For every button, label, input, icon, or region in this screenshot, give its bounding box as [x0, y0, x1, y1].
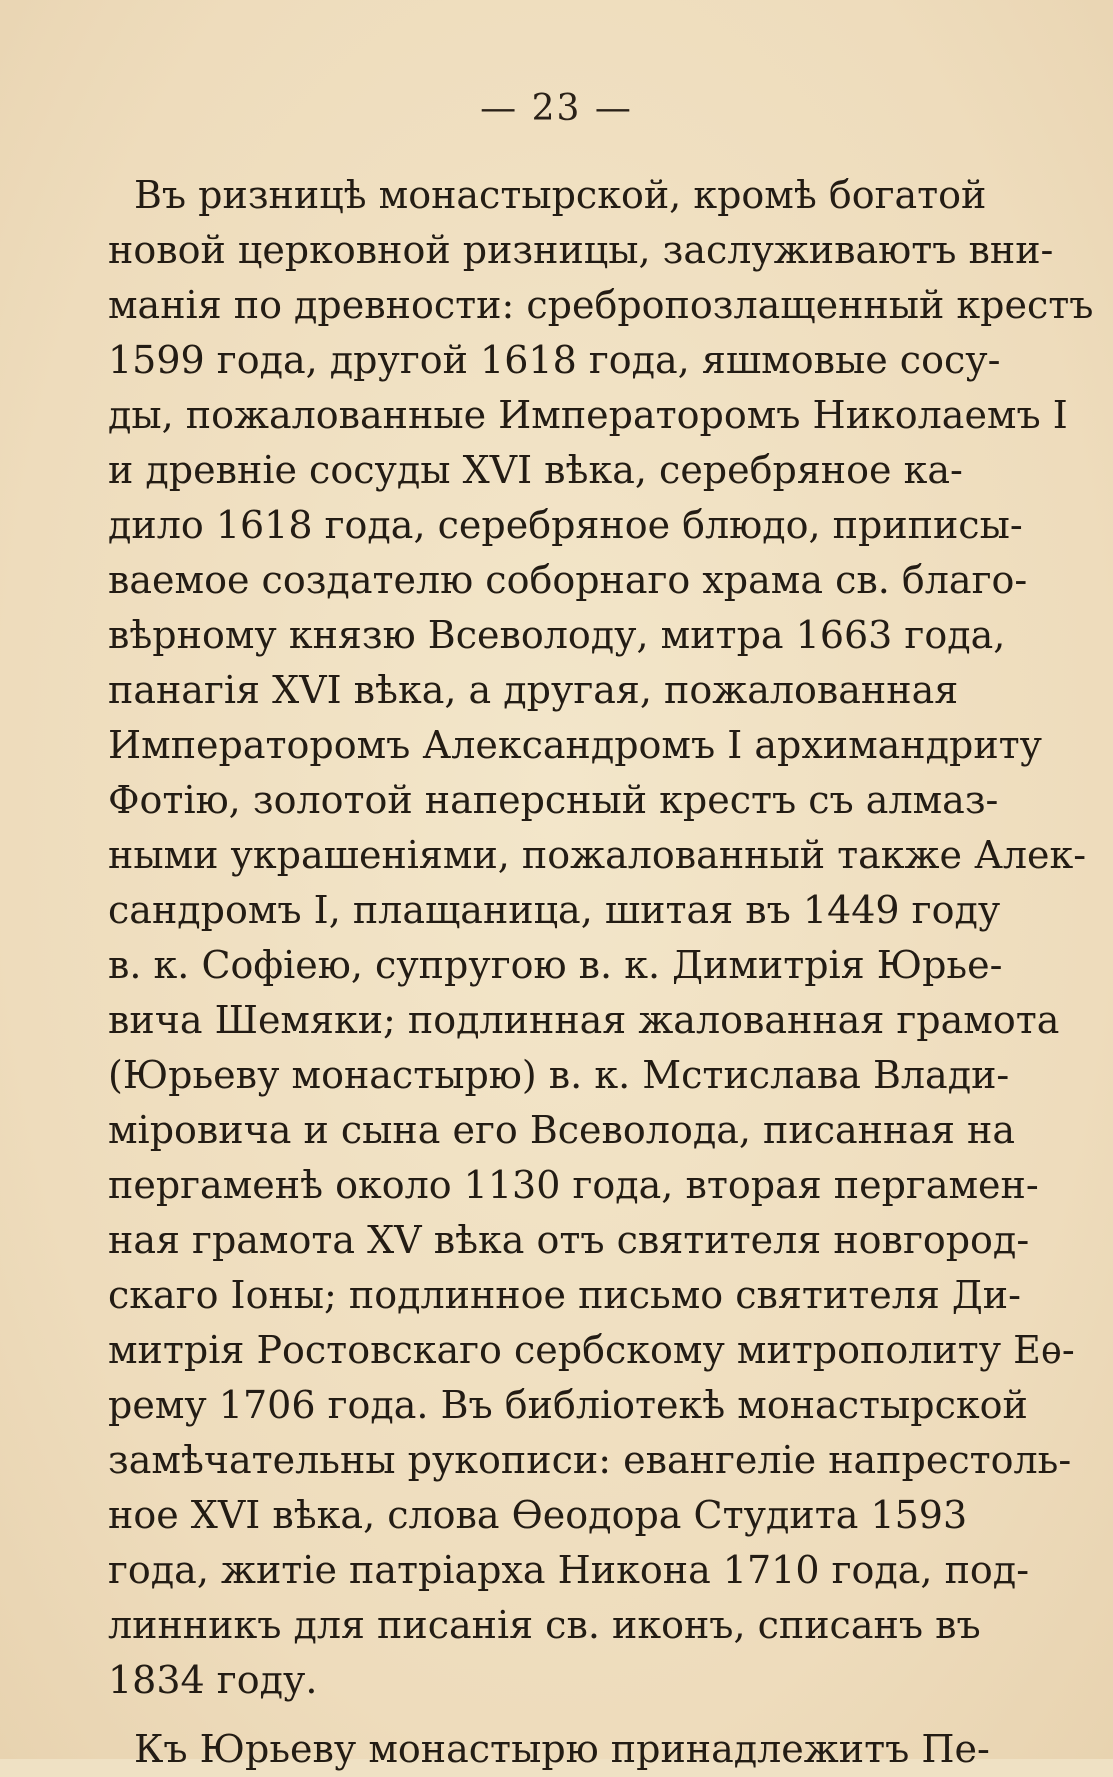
text-line: вича Шемяки; подлинная жалованная грамота [108, 998, 1060, 1042]
text-line: панагія XVI вѣка, а другая, пожалованная [108, 668, 959, 712]
text-line: ная грамота XV вѣка отъ святителя новгород- [108, 1218, 1030, 1262]
paragraph-2 [108, 1722, 990, 1777]
text-line: новой церковной ризницы, заслуживаютъ вни- [108, 228, 1054, 272]
text-line: манія по древности: сребропозлащенный крестъ [108, 283, 1094, 327]
text-line: 1599 года, другой 1618 года, яшмовые сосу- [108, 338, 1001, 382]
text-line: ное XVI вѣка, слова Ѳеодора Студита 1593 [108, 1493, 968, 1537]
paragraph-1 [108, 168, 1094, 1708]
text-line: Къ Юрьеву монастырю принадлежитъ Пе- [134, 1727, 990, 1771]
text-line: вѣрному князю Всеволоду, митра 1663 года, [108, 613, 1006, 657]
text-line: ды, пожалованные Императоромъ Николаемъ I [108, 393, 1068, 437]
body-text [108, 168, 1094, 1777]
text-line: митрія Ростовскаго сербскому митрополиту Еѳ- [108, 1328, 1075, 1372]
text-line: дило 1618 года, серебряное блюдо, приписы- [108, 503, 1023, 547]
text-line: скаго Іоны; подлинное письмо святителя Ди- [108, 1273, 1021, 1317]
text-line: Фотію, золотой наперсный крестъ съ алмаз- [108, 778, 999, 822]
paragraph-spacer [108, 1708, 956, 1722]
text-line: в. к. Софіею, супругою в. к. Димитрія Юрье- [108, 943, 1003, 987]
text-line: Въ ризницѣ монастырской, кромѣ богатой [134, 173, 987, 217]
text-line: Императоромъ Александромъ I архимандриту [108, 723, 1043, 767]
text-line: міровича и сына его Всеволода, писанная на [108, 1108, 1015, 1152]
text-line: замѣчательны рукописи: евангеліе напрестоль- [108, 1438, 1072, 1482]
text-line: рему 1706 года. Въ библіотекѣ монастырской [108, 1383, 1028, 1427]
text-line: (Юрьеву монастырю) в. к. Мстислава Влади- [108, 1053, 1010, 1097]
page-number: — 23 — [480, 88, 633, 129]
text-line: пергаменѣ около 1130 года, вторая пергамен- [108, 1163, 1039, 1207]
text-line: ваемое создателю соборнаго храма св. благо- [108, 558, 1028, 602]
text-line: сандромъ I, плащаница, шитая въ 1449 году [108, 888, 1001, 932]
text-line: и древніе сосуды XVI вѣка, серебряное ка- [108, 448, 963, 492]
text-line: ными украшеніями, пожалованный также Алек- [108, 833, 1087, 877]
text-line: линникъ для писанія св. иконъ, списанъ въ [108, 1603, 981, 1647]
text-line: года, житіе патріарха Никона 1710 года, под- [108, 1548, 1030, 1592]
text-line: 1834 году. [108, 1658, 318, 1702]
